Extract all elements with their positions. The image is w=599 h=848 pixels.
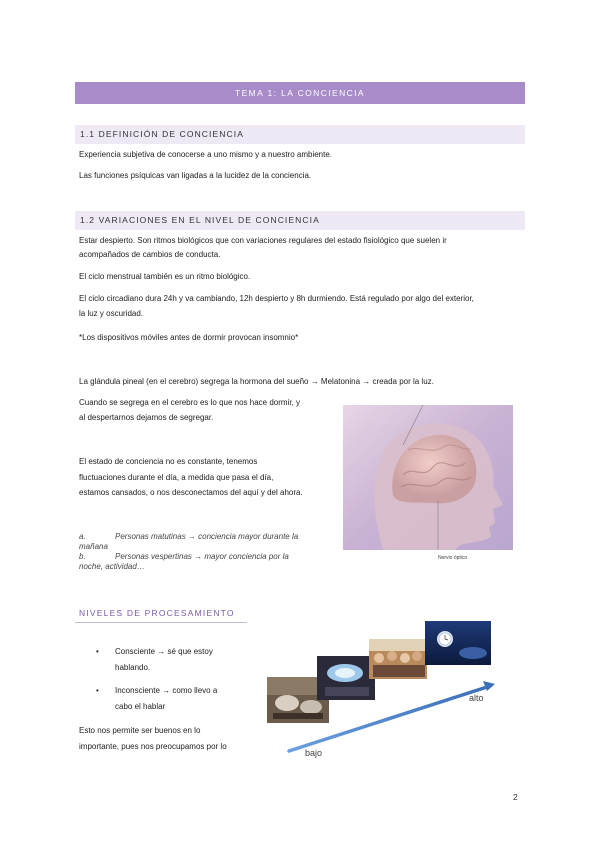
bullet-dot-1: • [96, 647, 99, 656]
page-title: TEMA 1: LA CONCIENCIA [75, 82, 525, 104]
bullet-1-line2: hablando. [115, 663, 151, 672]
state-line-1: El estado de conciencia no es constante, tenemos [79, 457, 258, 466]
quote-text: *Los dispositivos móviles antes de dormir provocan insomnio* [79, 333, 299, 342]
closing-line-2: importante, pues nos preocupamos por lo [79, 742, 227, 751]
bullet-1-line1: Consciente → sé que estoy [115, 647, 213, 656]
variaciones-para1-line2: acompañados de cambios de conducta. [79, 250, 221, 259]
definition-line-1: Experiencia subjetiva de conocerse a uno mismo y a nuestro ambiente. [79, 150, 333, 159]
closing-line-1: Esto nos permite ser buenos en lo [79, 726, 201, 735]
state-line-3: estamos cansados, o nos desconectamos del aquí y del ahora. [79, 488, 303, 497]
list-item-b: Personas vespertinas → mayor conciencia por la [115, 552, 289, 561]
variaciones-para3-line2: la luz y oscuridad. [79, 309, 144, 318]
label-alto: alto [469, 693, 484, 703]
bullet-dot-2: • [96, 686, 99, 695]
page-number: 2 [513, 792, 518, 802]
photo-night-clock [425, 621, 491, 665]
variaciones-para1-line1: Estar despierto. Son ritmos biológicos que con variaciones regulares del estado fisiológico que suelen ir [79, 236, 447, 245]
list-item-b-cont: noche, actividad… [79, 562, 145, 571]
photo-dream [317, 656, 375, 700]
state-line-2: fluctuaciones durante el día, a medida que pasa el día, [79, 473, 274, 482]
pineal-text: La glándula pineal (en el cerebro) segrega la hormona del sueño → Melatonina → creada por la luz. [79, 377, 434, 386]
list-item-a-cont: mañana [79, 542, 108, 551]
list-marker-a: a. [79, 532, 86, 541]
list-marker-b: b. [79, 552, 86, 561]
brain-head-image [343, 405, 513, 570]
definition-line-2: Las funciones psíquicas van ligadas a la lucidez de la conciencia. [79, 171, 312, 180]
variaciones-para3-line1: El ciclo circadiano dura 24h y va cambiando, 12h despierto y 8h durmiendo. Está regulado por algo del exterior, [79, 294, 474, 303]
label-bajo: bajo [305, 748, 323, 758]
section-heading-definicion: 1.1 DEFINICIÓN DE CONCIENCIA [75, 125, 525, 144]
processing-levels-diagram [265, 615, 535, 765]
melatonin-line-1: Cuando se segrega en el cerebro es lo que nos hace dormir, y [79, 398, 301, 407]
niveles-heading: NIVELES DE PROCESAMIENTO [75, 604, 247, 623]
bullet-2-line2: cabo el hablar [115, 702, 166, 711]
variaciones-para2: El ciclo menstrual también es un ritmo biológico. [79, 272, 251, 281]
bullet-2-line1: Inconsciente → como llevo a [115, 686, 218, 695]
melatonin-line-2: al despertarnos dejamos de segregar. [79, 413, 214, 422]
list-item-a: Personas matutinas → conciencia mayor durante la [115, 532, 299, 541]
image-caption: Nervio óptico [438, 555, 468, 561]
section-heading-variaciones: 1.2 VARIACIONES EN EL NIVEL DE CONCIENCIA [75, 211, 525, 230]
photo-group [369, 639, 427, 679]
